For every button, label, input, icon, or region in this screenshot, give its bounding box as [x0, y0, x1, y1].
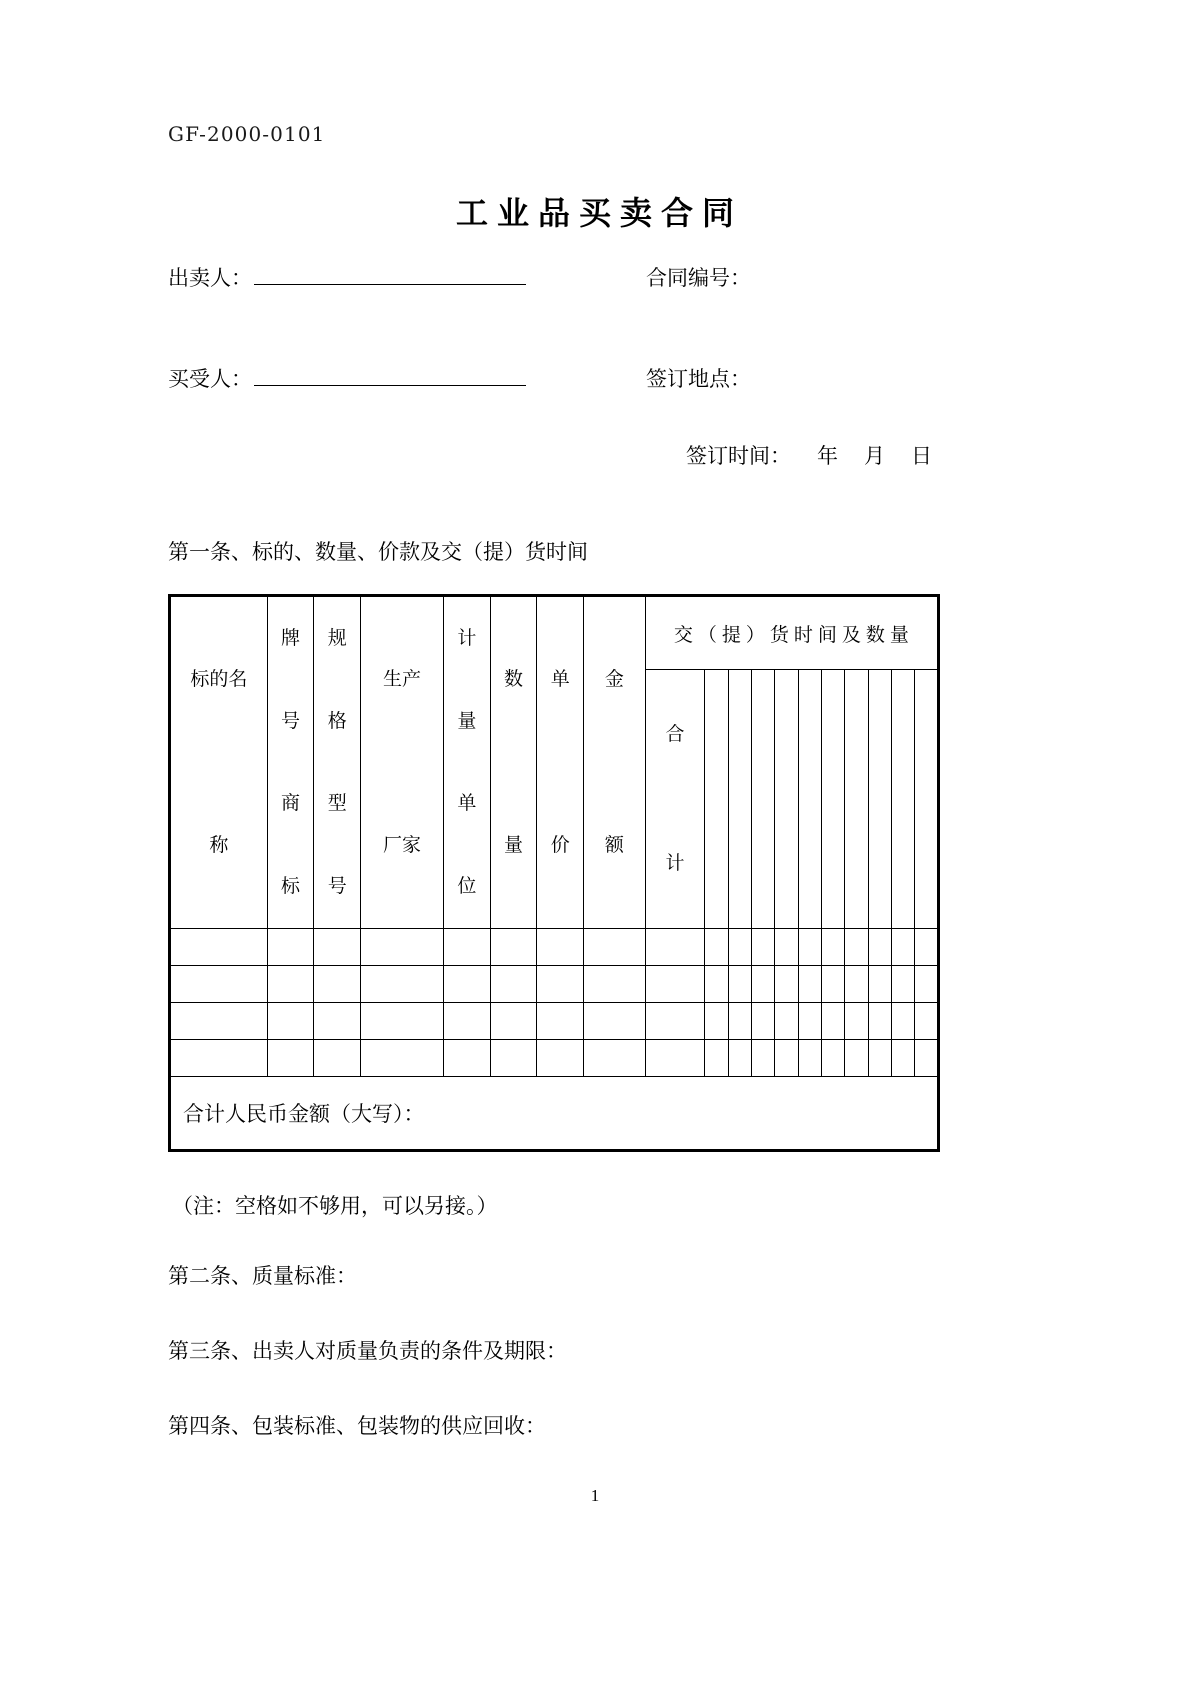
table-cell[interactable] [314, 966, 361, 1003]
table-cell[interactable] [751, 966, 774, 1003]
table-cell[interactable] [868, 929, 891, 966]
label-char: 牌 [281, 627, 301, 649]
label-char: 额 [604, 834, 624, 856]
table-cell[interactable] [170, 929, 268, 966]
buyer-label: 买受人： [168, 368, 252, 391]
delivery-subcolumn-header [798, 670, 821, 929]
table-cell[interactable] [705, 929, 728, 966]
label-char: 单 [457, 793, 477, 815]
clause-4-heading: 第四条、包装标准、包装物的供应回收： [168, 1415, 546, 1438]
table-cell[interactable] [490, 966, 537, 1003]
page-title: 工业品买卖合同 [455, 195, 743, 231]
table-cell[interactable] [775, 966, 798, 1003]
label-char: 价 [550, 834, 570, 856]
seller-input-blank[interactable] [254, 263, 526, 285]
table-cell[interactable] [267, 1040, 314, 1077]
table-row[interactable] [170, 1040, 939, 1077]
delivery-subcolumn-header [892, 670, 915, 929]
table-cell[interactable] [267, 1003, 314, 1040]
table-row[interactable] [170, 929, 939, 966]
delivery-subcolumn-header [728, 670, 751, 929]
label-char: 商 [281, 793, 301, 815]
label-char: 标 [281, 876, 301, 898]
table-cell[interactable] [728, 1040, 751, 1077]
table-cell[interactable] [915, 929, 939, 966]
table-cell[interactable] [584, 966, 646, 1003]
label-char: 厂家 [383, 834, 422, 856]
table-cell[interactable] [868, 1003, 891, 1040]
table-cell[interactable] [537, 1040, 584, 1077]
table-cell[interactable] [267, 929, 314, 966]
clause-2-heading: 第二条、质量标准： [168, 1265, 357, 1288]
table-cell[interactable] [490, 929, 537, 966]
label-char: 格 [327, 710, 347, 732]
table-header-合计 [645, 670, 704, 929]
table-cell[interactable] [170, 1040, 268, 1077]
page-number: 1 [590, 1486, 600, 1505]
label-char: 单 [550, 669, 570, 691]
table-cell[interactable] [537, 966, 584, 1003]
label-char: 合 [665, 724, 685, 745]
table-cell[interactable] [490, 1040, 537, 1077]
table-cell[interactable] [728, 966, 751, 1003]
table-cell[interactable] [892, 1003, 915, 1040]
sign-place-label: 签订地点： [646, 368, 751, 391]
table-note: （注：空格如不够用，可以另接。） [172, 1195, 498, 1218]
delivery-subcolumn-header [915, 670, 939, 929]
table-cell[interactable] [728, 929, 751, 966]
delivery-subcolumn-header [705, 670, 728, 929]
table-cell[interactable] [798, 929, 821, 966]
label-char: 生产 [383, 669, 422, 691]
table-cell[interactable] [845, 929, 868, 966]
sign-time-row [686, 440, 932, 470]
delivery-subcolumn-header [775, 670, 798, 929]
vertical-label [537, 597, 583, 928]
seller-row [168, 262, 1028, 296]
label-char: 规 [327, 627, 347, 649]
vertical-label [314, 597, 360, 928]
table-cell[interactable] [751, 1040, 774, 1077]
table-cell[interactable] [170, 1003, 268, 1040]
table-cell[interactable] [645, 966, 704, 1003]
clause-3-heading: 第三条、出卖人对质量负责的条件及期限： [168, 1340, 567, 1363]
table-cell[interactable] [798, 1003, 821, 1040]
table-cell[interactable] [892, 929, 915, 966]
table-cell[interactable] [775, 929, 798, 966]
table-cell[interactable] [845, 1040, 868, 1077]
vertical-label [268, 597, 314, 928]
table-cell[interactable] [645, 1040, 704, 1077]
table-cell[interactable] [892, 1040, 915, 1077]
table-cell[interactable] [705, 1003, 728, 1040]
table-header-数量 [490, 596, 537, 929]
table-cell[interactable] [443, 929, 490, 966]
table-cell[interactable] [361, 1003, 444, 1040]
table-header-牌号商标 [267, 596, 314, 929]
table-cell[interactable] [868, 1040, 891, 1077]
table-header-规格型号 [314, 596, 361, 929]
table-cell[interactable] [645, 1003, 704, 1040]
goods-table [168, 594, 940, 1152]
vertical-label [361, 597, 443, 928]
vertical-label [491, 597, 537, 928]
table-cell[interactable] [822, 929, 845, 966]
label-char: 量 [457, 710, 477, 732]
delivery-subcolumn-header [751, 670, 774, 929]
label-char: 金 [604, 669, 624, 691]
table-cell[interactable] [728, 1003, 751, 1040]
table-cell[interactable] [361, 1040, 444, 1077]
table-header-row-top [170, 596, 939, 670]
table-cell[interactable] [584, 929, 646, 966]
sign-time-label: 签订时间： [686, 445, 791, 468]
sign-time-month: 月 [864, 445, 885, 468]
table-cell[interactable] [822, 1003, 845, 1040]
table-row[interactable] [170, 966, 939, 1003]
delivery-group-header: 交（提）货时间及数量 [645, 596, 938, 670]
table-row[interactable] [170, 1003, 939, 1040]
table-cell[interactable] [845, 1003, 868, 1040]
vertical-label [646, 670, 704, 928]
table-cell[interactable] [775, 1003, 798, 1040]
table-cell[interactable] [314, 929, 361, 966]
label-char: 型 [327, 793, 347, 815]
table-cell[interactable] [314, 1040, 361, 1077]
table-cell[interactable] [705, 966, 728, 1003]
total-amount-label: 合计人民币金额（大写）： [170, 1077, 939, 1151]
table-header-单价 [537, 596, 584, 929]
table-cell[interactable] [361, 966, 444, 1003]
delivery-subcolumn-header [822, 670, 845, 929]
table-cell[interactable] [314, 1003, 361, 1040]
total-amount-row[interactable] [170, 1077, 939, 1151]
table-cell[interactable] [443, 1040, 490, 1077]
label-char: 位 [457, 876, 477, 898]
table-cell[interactable] [443, 1003, 490, 1040]
table-cell[interactable] [868, 966, 891, 1003]
table-cell[interactable] [798, 966, 821, 1003]
table-header-标的名称 [170, 596, 268, 929]
vertical-label [584, 597, 645, 928]
table-cell[interactable] [798, 1040, 821, 1077]
table-cell[interactable] [361, 929, 444, 966]
table-cell[interactable] [170, 966, 268, 1003]
buyer-row [168, 363, 1028, 397]
table-cell[interactable] [751, 929, 774, 966]
table-cell[interactable] [775, 1040, 798, 1077]
delivery-subcolumn-header [868, 670, 891, 929]
label-char: 号 [327, 876, 347, 898]
table-cell[interactable] [915, 966, 939, 1003]
label-char: 量 [504, 834, 524, 856]
table-header-计量单位 [443, 596, 490, 929]
label-char: 计 [665, 853, 685, 874]
document-code: GF-2000-0101 [168, 122, 326, 146]
table-cell[interactable] [267, 966, 314, 1003]
table-cell[interactable] [892, 966, 915, 1003]
table-cell[interactable] [705, 1040, 728, 1077]
table-cell[interactable] [822, 966, 845, 1003]
table-cell[interactable] [915, 1003, 939, 1040]
label-char: 号 [281, 710, 301, 732]
table-header-生产厂家 [361, 596, 444, 929]
label-char: 标的名 [190, 669, 248, 691]
table-cell[interactable] [751, 1003, 774, 1040]
table-cell[interactable] [822, 1040, 845, 1077]
table-cell[interactable] [490, 1003, 537, 1040]
table-cell[interactable] [645, 929, 704, 966]
table-cell[interactable] [584, 1003, 646, 1040]
contract-no-label: 合同编号： [646, 267, 751, 290]
table-cell[interactable] [915, 1040, 939, 1077]
table-header-金额 [584, 596, 646, 929]
buyer-input-blank[interactable] [254, 364, 526, 386]
table-cell[interactable] [537, 1003, 584, 1040]
vertical-label [444, 597, 490, 928]
seller-label: 出卖人： [168, 267, 252, 290]
table-cell[interactable] [537, 929, 584, 966]
label-char: 数 [504, 669, 524, 691]
sign-time-year: 年 [817, 445, 838, 468]
label-char: 称 [209, 834, 229, 856]
table-cell[interactable] [443, 966, 490, 1003]
table-cell[interactable] [845, 966, 868, 1003]
delivery-subcolumn-header [845, 670, 868, 929]
table-cell[interactable] [584, 1040, 646, 1077]
clause-1-heading: 第一条、标的、数量、价款及交（提）货时间 [168, 541, 588, 564]
sign-time-day: 日 [911, 445, 932, 468]
vertical-label [171, 597, 267, 928]
label-char: 计 [457, 627, 477, 649]
